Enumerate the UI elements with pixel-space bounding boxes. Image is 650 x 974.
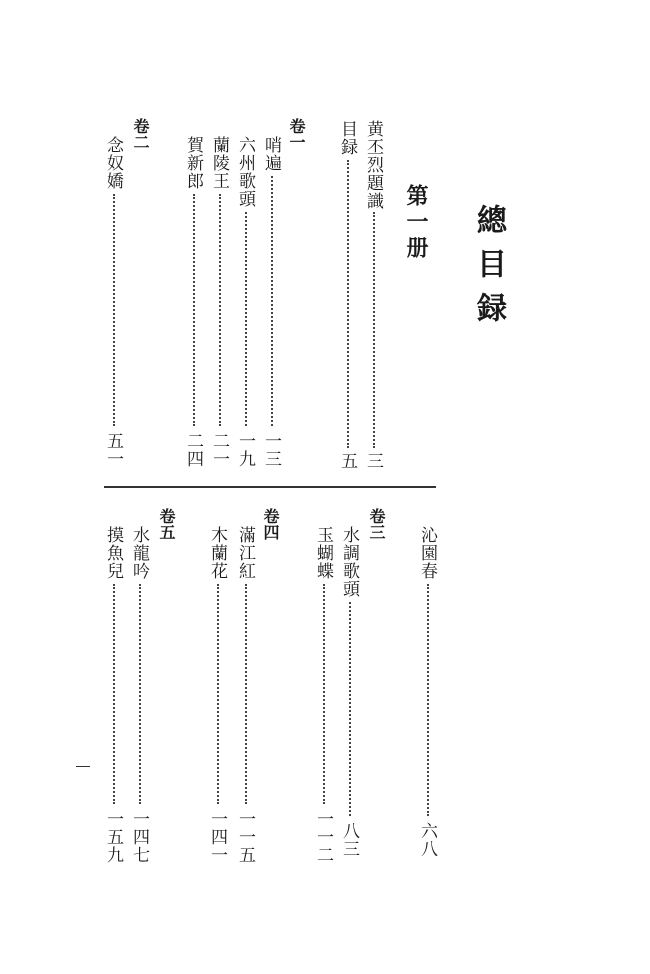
- toc-entry-page: 一四七: [129, 810, 149, 864]
- toc-entry-page: 一一二: [313, 810, 333, 864]
- toc-entry-page: 六八: [417, 822, 437, 858]
- dot-leader: [193, 194, 195, 426]
- dot-leader: [219, 194, 221, 426]
- toc-entry-page: 一九: [235, 432, 255, 468]
- dot-leader: [271, 176, 273, 426]
- toc-entry-page: 五: [337, 452, 357, 470]
- toc-entry-label: 水調歌頭: [339, 526, 359, 598]
- dot-leader: [245, 584, 247, 804]
- dot-leader: [427, 584, 429, 816]
- dot-leader: [347, 160, 349, 448]
- juan-heading: 卷三: [367, 508, 386, 540]
- toc-entry-label: 黄丕烈題識: [363, 120, 383, 210]
- toc-entry-page: 一一五: [235, 810, 255, 864]
- dot-leader: [113, 584, 115, 804]
- toc-entry-page: 二一: [209, 432, 229, 468]
- dot-leader: [323, 584, 325, 804]
- toc-entry-label: 哨遍: [261, 136, 281, 172]
- juan-heading: 卷五: [157, 508, 176, 540]
- juan-heading: 卷二: [131, 118, 150, 150]
- dot-leader: [373, 212, 375, 448]
- toc-entry-label: 玉蝴蝶: [313, 526, 333, 580]
- dot-leader: [217, 584, 219, 804]
- toc-entry-label: 六州歌頭: [235, 136, 255, 208]
- toc-entry-page: 五一: [103, 432, 123, 468]
- volume-title: 第一册: [403, 184, 429, 262]
- page-title: 總目録: [471, 204, 506, 336]
- juan-heading: 卷四: [261, 508, 280, 540]
- dot-leader: [113, 194, 115, 426]
- dot-leader: [245, 212, 247, 426]
- toc-entry-label: 摸魚兒: [103, 526, 123, 580]
- toc-entry-page: 二四: [183, 432, 203, 468]
- toc-entry-label: 水龍吟: [129, 526, 149, 580]
- toc-entry-label: 目録: [337, 120, 357, 156]
- toc-entry-label: 蘭陵王: [209, 136, 229, 190]
- toc-entry-label: 沁園春: [417, 526, 437, 580]
- section-divider: [104, 486, 436, 488]
- toc-entry-page: 一五九: [103, 810, 123, 864]
- toc-entry-page: 三: [363, 452, 383, 470]
- toc-entry-page: 八三: [339, 822, 359, 858]
- toc-entry-label: 木蘭花: [207, 526, 227, 580]
- page-folio-mark: [76, 766, 90, 767]
- toc-entry-page: 一三: [261, 432, 281, 468]
- toc-entry-label: 念奴嬌: [103, 136, 123, 190]
- dot-leader: [349, 602, 351, 816]
- toc-entry-page: 一四一: [207, 810, 227, 864]
- toc-entry-label: 賀新郎: [183, 136, 203, 190]
- dot-leader: [139, 584, 141, 804]
- toc-entry-label: 滿江紅: [235, 526, 255, 580]
- juan-heading: 卷一: [287, 118, 306, 150]
